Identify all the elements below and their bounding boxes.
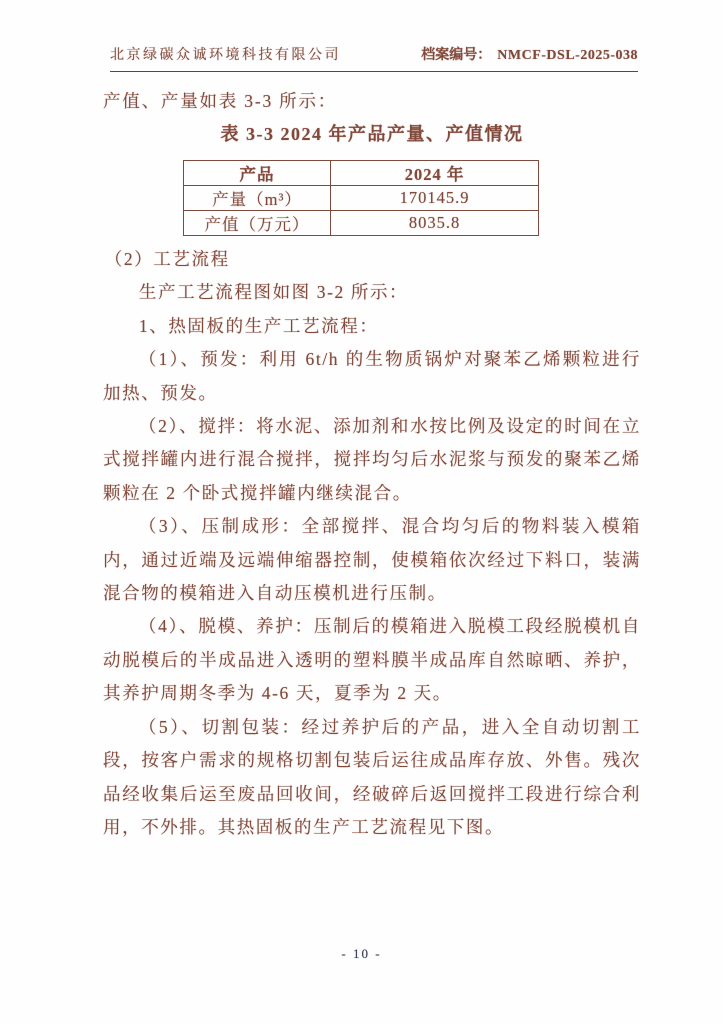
body-text xyxy=(103,243,641,844)
archive-number: NMCF-DSL-2025-038 xyxy=(497,48,638,63)
archive-number-group xyxy=(421,46,638,66)
table-header-product: 产品 xyxy=(184,161,331,186)
table-cell-value-label: 产值（万元） xyxy=(184,211,331,236)
paragraph-step-1: （1）、预发：利用 6t/h 的生物质锅炉对聚苯乙烯颗粒进行加热、预发。 xyxy=(103,349,641,403)
table-header-row xyxy=(184,161,539,186)
table-row xyxy=(184,211,539,236)
paragraph-step-5: （5）、切割包装：经过养护后的产品，进入全自动切割工段，按客户需求的规格切割包装后运往成品库存放、外售。残次品经收集后运至废品回收间，经破碎后返回搅拌工段进行综合利用，不外排。其热固板的生产工艺流程见下图。 xyxy=(103,716,641,837)
table-cell-output-label: 产量（m³） xyxy=(184,186,331,211)
page-header xyxy=(110,46,638,66)
paragraph-flowchart-ref: 生产工艺流程图如图 3-2 所示： xyxy=(138,282,409,303)
production-table xyxy=(183,160,539,236)
paragraph-step-3: （3）、压制成形：全部搅拌、混合均匀后的物料装入模箱内，通过近端及远端伸缩器控制，使模箱依次经过下料口，装满混合物的模箱进入自动压模机进行压制。 xyxy=(103,516,641,604)
paragraph-process-heading: （2）工艺流程 xyxy=(104,249,230,269)
table-row xyxy=(184,186,539,211)
table-cell-output-value: 170145.9 xyxy=(331,186,539,211)
table-cell-value-value: 8035.8 xyxy=(331,211,539,236)
company-name: 北京绿碳众诚环境科技有限公司 xyxy=(110,48,341,63)
archive-label: 档案编号： xyxy=(421,48,492,63)
paragraph-process-list-title: 1、热固板的生产工艺流程： xyxy=(138,315,379,336)
table-header-year: 2024 年 xyxy=(331,161,539,186)
paragraph-step-2: （2）、搅拌：将水泥、添加剂和水按比例及设定的时间在立式搅拌罐内进行混合搅拌，搅拌均匀后水泥浆与预发的聚苯乙烯颗粒在 2 个卧式搅拌罐内继续混合。 xyxy=(103,416,641,503)
header-divider xyxy=(110,71,638,72)
table-caption: 表 3-3 2024 年产品产量、产值情况 xyxy=(220,124,524,144)
intro-sentence: 产值、产量如表 3-3 所示： xyxy=(103,91,338,111)
paragraph-step-4: （4）、脱模、养护：压制后的模箱进入脱模工段经脱模机自动脱模后的半成品进入透明的塑料膜半成品库自然晾晒、养护，其养护周期冬季为 4-6 天，夏季为 2 天。 xyxy=(103,616,641,704)
page-number: - 10 - xyxy=(341,946,382,961)
